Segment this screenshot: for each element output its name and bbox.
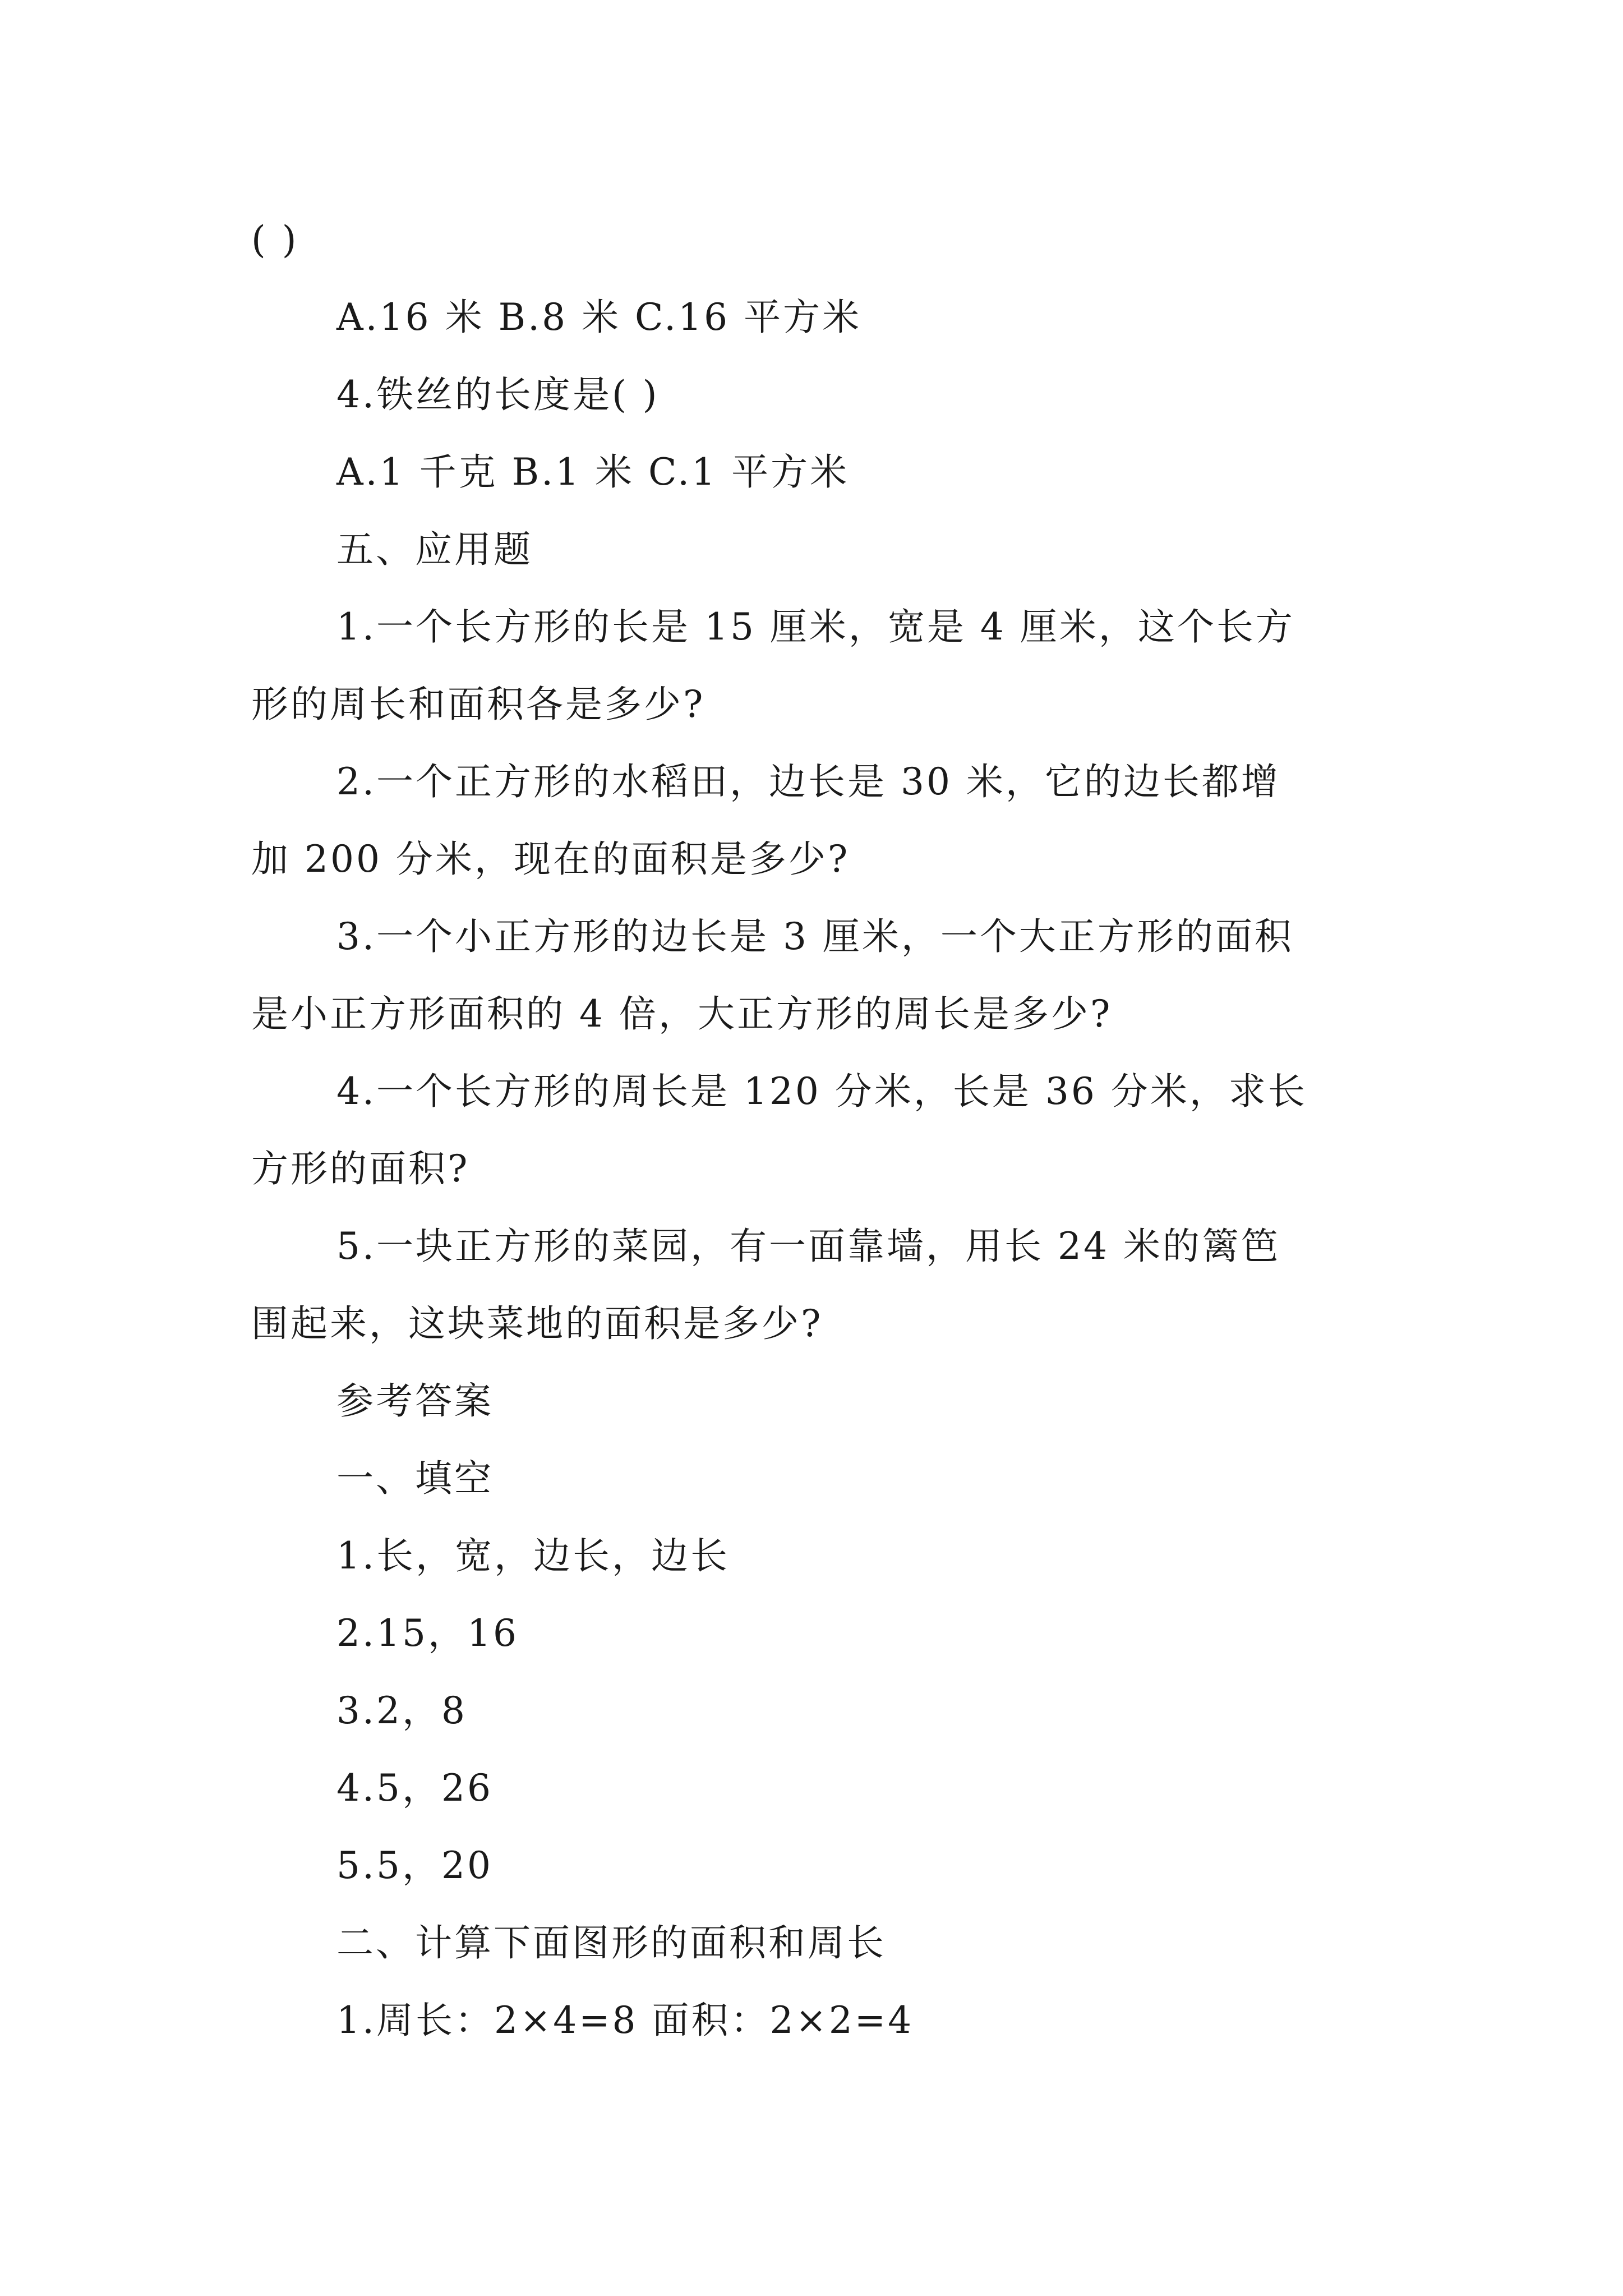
text-line: 4.一个长方形的周长是 120 分米，长是 36 分米，求长 [336, 1070, 1307, 1113]
text-line: 2.15，16 [336, 1612, 519, 1655]
text-line: 1.一个长方形的长是 15 厘米，宽是 4 厘米，这个长方 [336, 605, 1295, 648]
text-line: ( ) [251, 218, 299, 261]
text-line: 是小正方形面积的 4 倍，大正方形的周长是多少? [251, 992, 1113, 1036]
section-heading: 五、应用题 [336, 528, 533, 571]
text-line: 形的周长和面积各是多少? [251, 683, 706, 726]
section-heading: 一、填空 [336, 1457, 494, 1500]
text-line: 4.5，26 [336, 1766, 493, 1810]
text-line: 3.2，8 [336, 1689, 467, 1732]
text-line: 围起来，这块菜地的面积是多少? [251, 1302, 823, 1345]
section-heading: 参考答案 [336, 1379, 494, 1423]
text-line: A.16 米 B.8 米 C.16 平方米 [336, 296, 862, 339]
text-line: 4.铁丝的长度是( ) [336, 373, 660, 416]
section-heading: 二、计算下面图形的面积和周长 [336, 1921, 886, 1964]
text-line: 3.一个小正方形的边长是 3 厘米，一个大正方形的面积 [336, 915, 1294, 958]
text-line: 1.长，宽，边长，边长 [336, 1534, 730, 1577]
text-line: 方形的面积? [251, 1147, 470, 1190]
text-line: 5.5，20 [336, 1844, 493, 1887]
text-line: A.1 千克 B.1 米 C.1 平方米 [336, 450, 850, 494]
text-line: 2.一个正方形的水稻田，边长是 30 米，它的边长都增 [336, 760, 1280, 803]
text-line: 加 200 分米，现在的面积是多少? [251, 838, 850, 881]
text-line: 5.一块正方形的菜园，有一面靠墙，用长 24 米的篱笆 [336, 1225, 1280, 1268]
text-line: 1.周长：2×4=8 面积：2×2=4 [336, 1999, 914, 2042]
